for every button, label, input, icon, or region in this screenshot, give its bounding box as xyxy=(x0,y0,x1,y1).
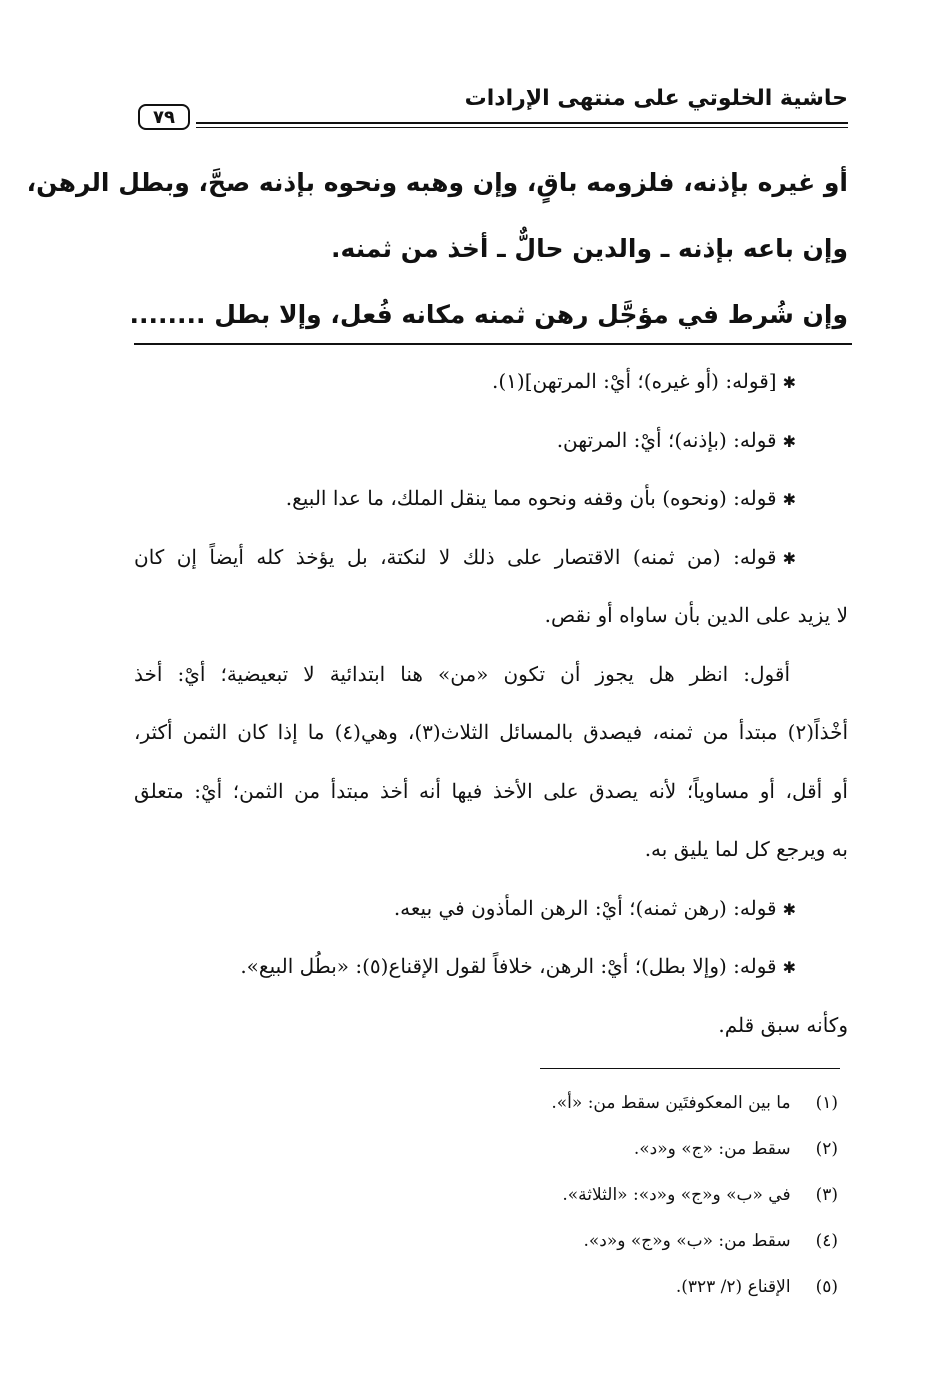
footnote-number: (١) xyxy=(815,1093,838,1113)
commentary-line: به ويرجع كل لما يليق به. xyxy=(644,837,848,861)
footnote xyxy=(300,1126,838,1172)
asterisk-icon: ✱ xyxy=(782,373,796,392)
running-title: حاشية الخلوتي على منتهى الإرادات xyxy=(464,86,848,111)
commentary-line xyxy=(134,879,848,938)
page-header xyxy=(138,78,848,128)
commentary-line: لا يزيد على الدين بأن ساواه أو نقص. xyxy=(544,603,848,627)
footnote-number: (٢) xyxy=(815,1139,838,1159)
commentary-text: قوله: (رهن ثمنه)؛ أيْ: الرهن المأذون في بيعه. xyxy=(393,895,777,920)
commentary-line xyxy=(134,352,848,411)
page-number: ٧٩ xyxy=(138,104,190,130)
footnote xyxy=(300,1218,838,1264)
commentary-line xyxy=(134,469,848,528)
footnote-text: سقط من: «ج» و«د». xyxy=(633,1139,791,1159)
commentary xyxy=(134,352,848,1054)
commentary-line: أقول: انظر هل يجوز أن تكون «من» هنا ابتدائية لا تبعيضية؛ أيْ: أخذ xyxy=(134,661,790,686)
commentary-line: أو أقل، أو مساوياً؛ لأنه يصدق على الأخذ فيها أنه أخذ مبتدأ من الثمن؛ أيْ: متعلق xyxy=(134,778,848,803)
ellipsis-dots: ........ xyxy=(129,300,206,329)
footnote-number: (٥) xyxy=(815,1277,838,1297)
footnote-divider xyxy=(540,1068,840,1069)
main-text xyxy=(26,150,848,348)
footnote-text: ما بين المعكوفتَين سقط من: «أ». xyxy=(551,1093,791,1113)
asterisk-icon: ✱ xyxy=(782,958,796,977)
footnote xyxy=(300,1080,838,1126)
asterisk-icon: ✱ xyxy=(782,431,796,451)
footnote-number: (٣) xyxy=(815,1185,838,1205)
footnote xyxy=(300,1264,838,1310)
commentary-text: قوله: (من ثمنه) الاقتصار على ذلك لا لنكتة، بل يؤخذ كله أيضاً إن كان xyxy=(134,544,777,569)
commentary-text: قوله: (ونحوه) بأن وقفه ونحوه مما ينقل الملك، ما عدا البيع. xyxy=(285,486,777,510)
commentary-line: أخْذاً(٢) مبتدأ من ثمنه، فيصدق بالمسائل الثلاث(٣)، وهي(٤) ما إذا كان الثمن أكثر، xyxy=(134,720,849,744)
footnotes xyxy=(300,1080,838,1310)
footnote-number: (٤) xyxy=(815,1231,838,1251)
commentary-line xyxy=(134,937,848,996)
commentary-line xyxy=(134,411,848,470)
commentary-text: قوله: (وإلا بطل)؛ أيْ: الرهن، خلافاً لقول الإقناع(٥): «بطُل البيع». xyxy=(240,954,777,978)
main-text-line: أو غيره بإذنه، فلزومه باقٍ، وإن وهبه ونحوه بإذنه صحَّ، وبطل الرهن، xyxy=(26,168,848,197)
header-rule xyxy=(196,122,848,128)
main-text-divider xyxy=(134,343,852,345)
footnote-text: سقط من: «ب» و«ج» و«د». xyxy=(583,1231,791,1251)
asterisk-icon: ✱ xyxy=(782,548,796,568)
footnote-text: الإقناع (٢/ ٣٢٣). xyxy=(675,1277,791,1297)
main-text-segment: وإن شُرط في مؤجَّل رهن ثمنه مكانه فُعل، وإلا بطل xyxy=(214,300,848,329)
footnote xyxy=(300,1172,838,1218)
main-text-line xyxy=(129,282,848,348)
main-text-line: وإن باعه بإذنه ـ والدين حالٌّ ـ أخذ من ثمنه. xyxy=(331,234,848,263)
footnote-text: في «ب» و«ج» و«د»: «الثلاثة». xyxy=(562,1185,791,1205)
asterisk-icon: ✱ xyxy=(782,490,796,509)
asterisk-icon: ✱ xyxy=(782,899,796,919)
commentary-line xyxy=(134,528,848,587)
commentary-text: [قوله: (أو غيره)؛ أيْ: المرتهن](١). xyxy=(491,369,777,393)
commentary-text: قوله: (بإذنه)؛ أيْ: المرتهن. xyxy=(556,427,777,452)
commentary-line: وكأنه سبق قلم. xyxy=(718,1012,848,1037)
